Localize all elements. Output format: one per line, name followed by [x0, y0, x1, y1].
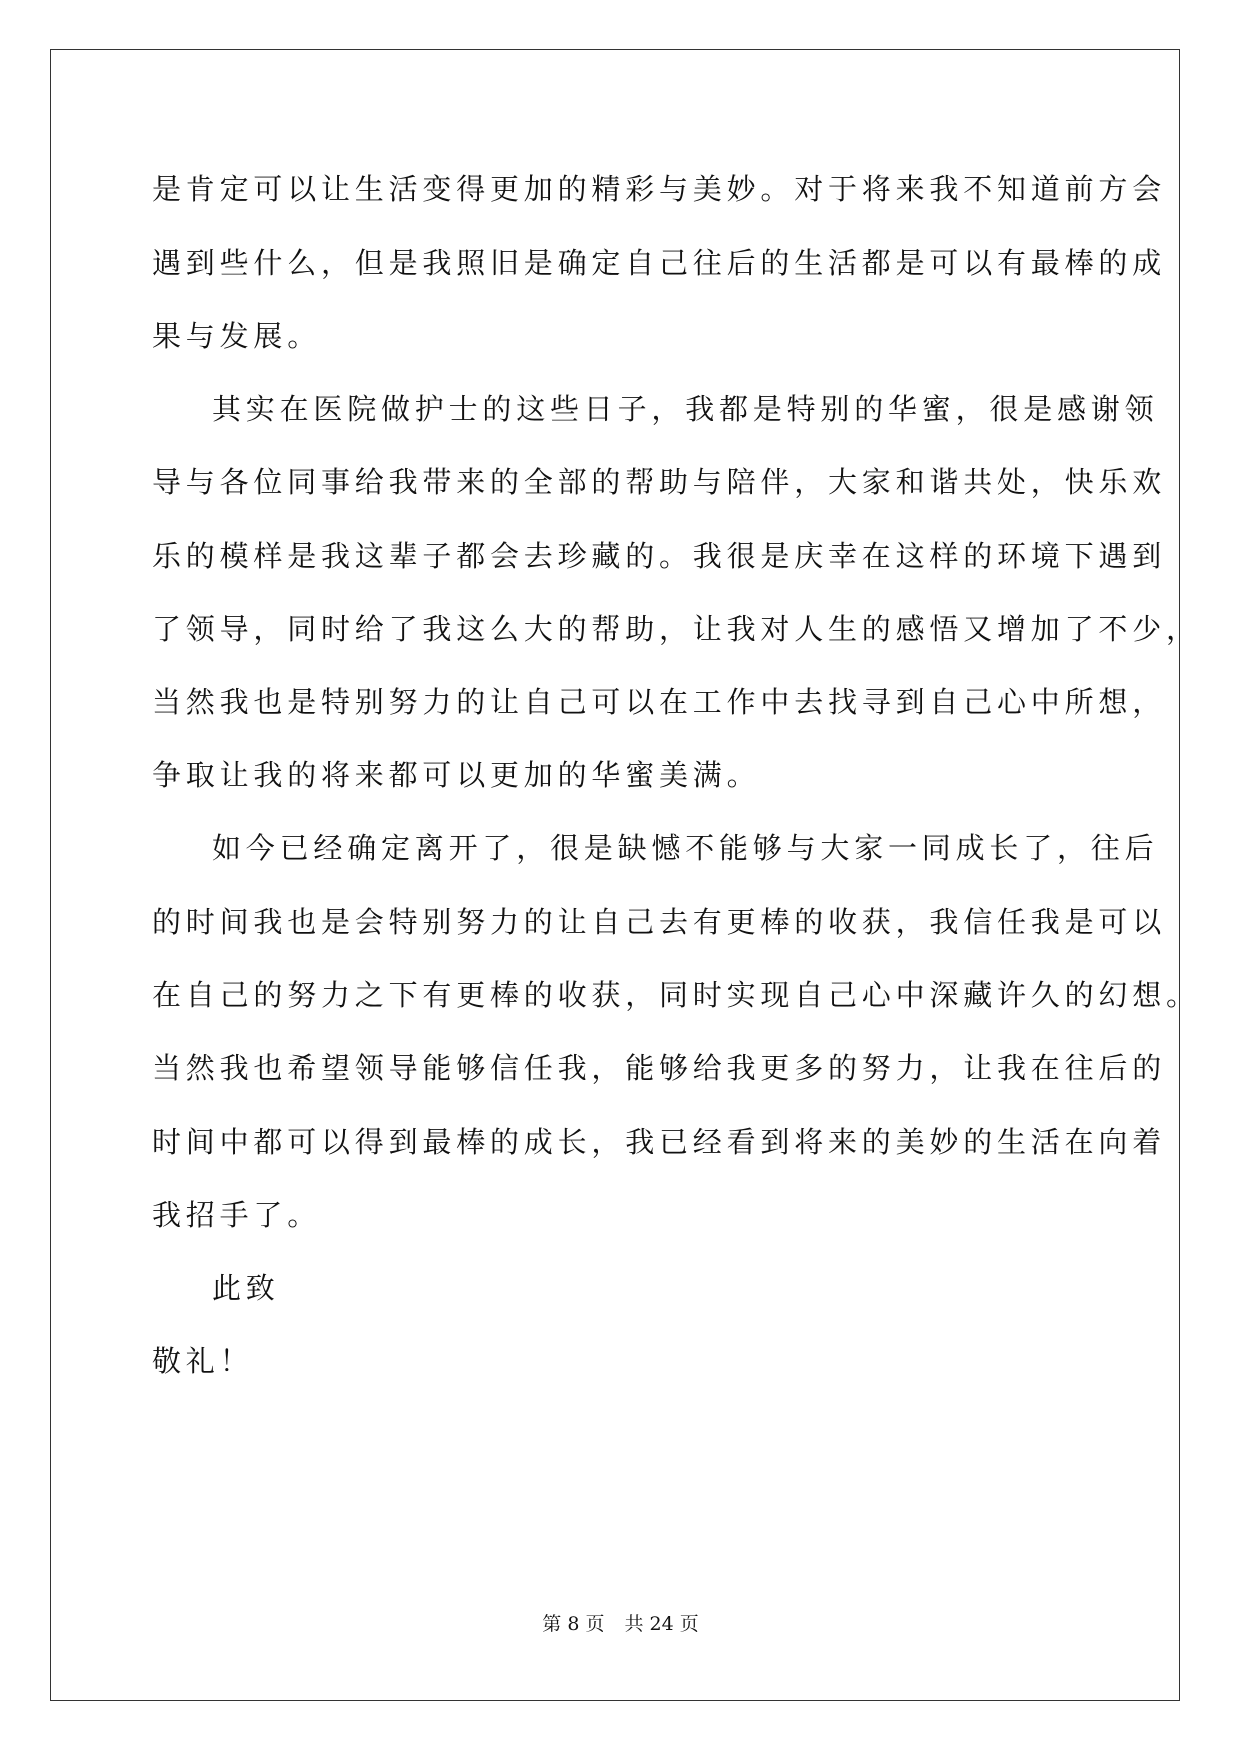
paragraph-start-line: 如今已经确定离开了，很是缺憾不能够与大家一同成长了，往后 — [212, 831, 1159, 865]
closing-salutation: 此致 — [212, 1271, 280, 1305]
text-line: 是肯定可以让生活变得更加的精彩与美妙。对于将来我不知道前方会 — [152, 172, 1167, 206]
text-line: 导与各位同事给我带来的全部的帮助与陪伴，大家和谐共处，快乐欢 — [152, 465, 1167, 499]
paragraph-start-line: 其实在医院做护士的这些日子，我都是特别的华蜜，很是感谢领 — [212, 392, 1159, 426]
text-line: 了领导，同时给了我这么大的帮助，让我对人生的感悟又增加了不少， — [152, 612, 1200, 646]
text-line: 乐的模样是我这辈子都会去珍藏的。我很是庆幸在这样的环境下遇到 — [152, 539, 1167, 573]
text-line: 当然我也是特别努力的让自己可以在工作中去找寻到自己心中所想， — [152, 685, 1167, 719]
text-line: 果与发展。 — [152, 319, 322, 353]
text-line: 当然我也希望领导能够信任我，能够给我更多的努力，让我在往后的 — [152, 1051, 1167, 1085]
page-number: 第 8 页 — [542, 1613, 605, 1635]
closing-regards: 敬礼！ — [152, 1344, 254, 1378]
page-total: 共 24 页 — [624, 1613, 699, 1635]
text-line: 在自己的努力之下有更棒的收获，同时实现自己心中深藏许久的幻想。 — [152, 978, 1200, 1012]
text-line: 时间中都可以得到最棒的成长，我已经看到将来的美妙的生活在向着 — [152, 1125, 1167, 1159]
text-line: 我招手了。 — [152, 1198, 322, 1232]
page-footer — [0, 1612, 1241, 1636]
text-line: 遇到些什么，但是我照旧是确定自己往后的生活都是可以有最棒的成 — [152, 246, 1167, 280]
text-line: 争取让我的将来都可以更加的华蜜美满。 — [152, 758, 761, 792]
page-border — [50, 49, 1180, 1701]
text-line: 的时间我也是会特别努力的让自己去有更棒的收获，我信任我是可以 — [152, 905, 1167, 939]
